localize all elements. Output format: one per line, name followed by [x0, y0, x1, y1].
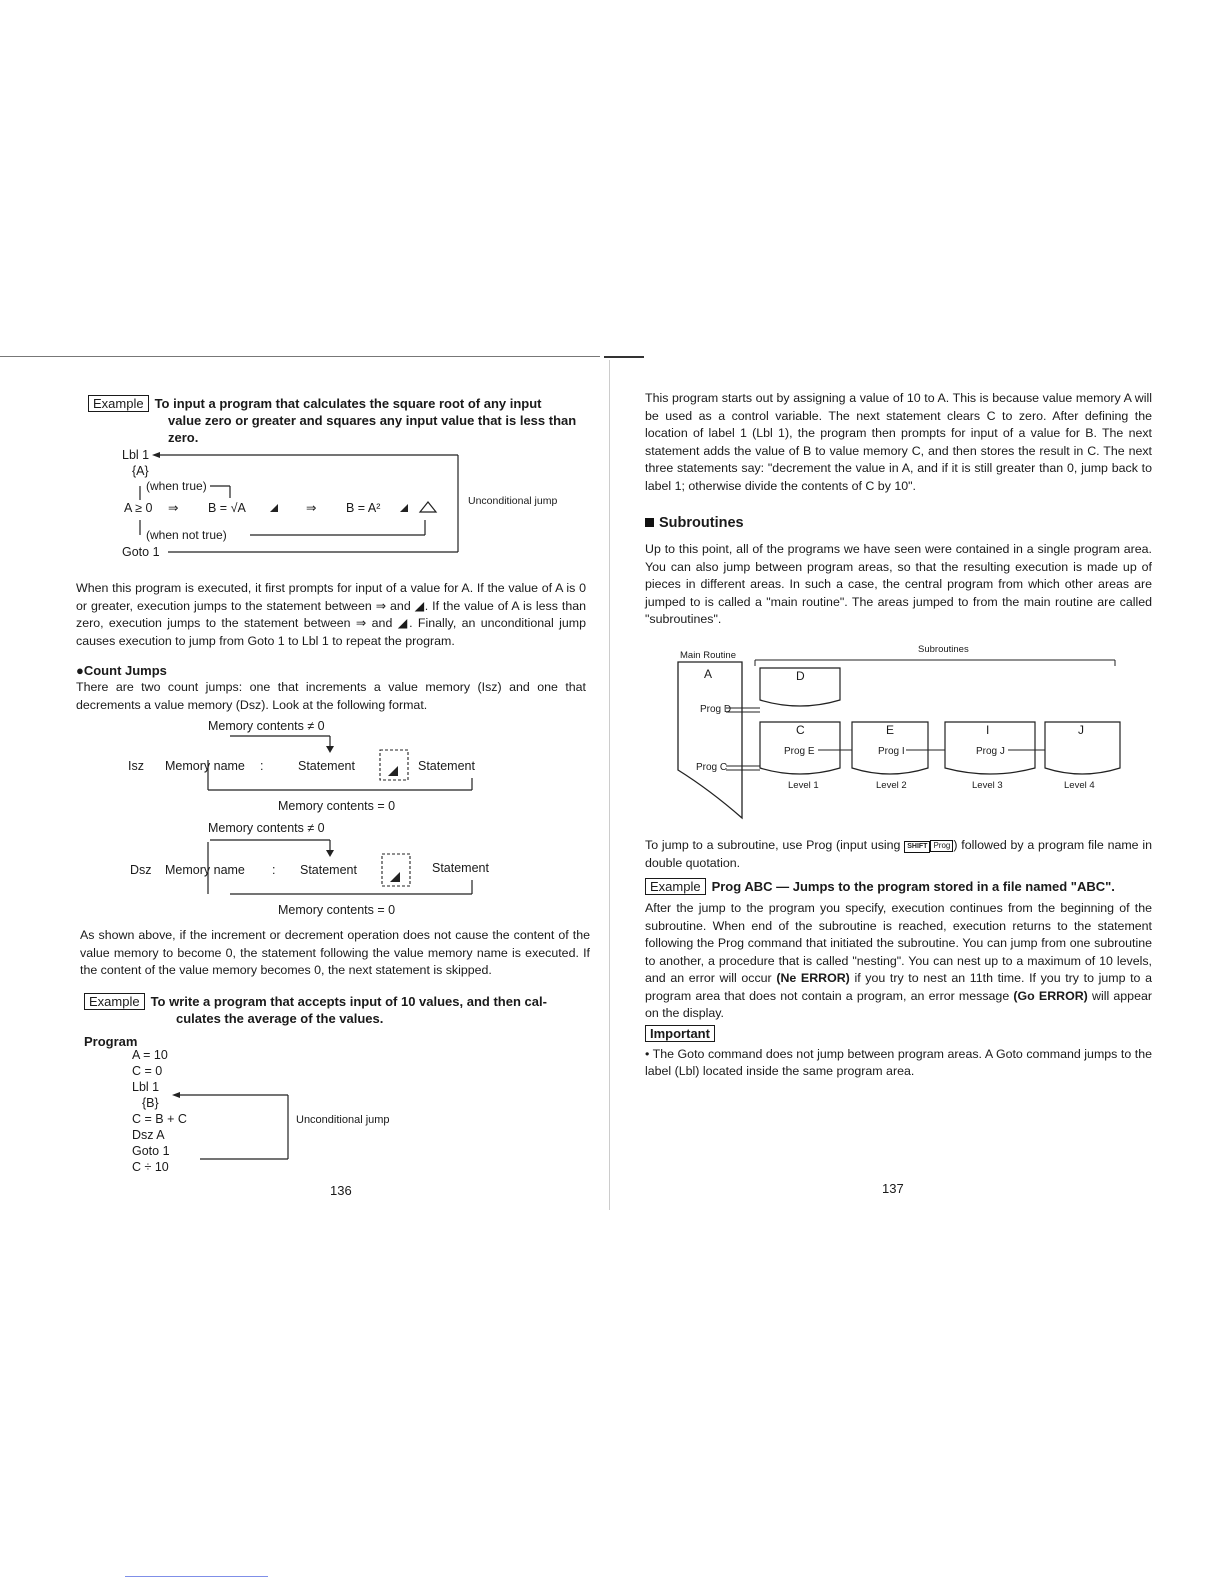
isz-stmt2: Statement — [418, 759, 475, 773]
page-top-rule-left — [0, 356, 600, 357]
diag-level2: Level 2 — [876, 780, 907, 791]
disp-triangle-1 — [270, 504, 278, 512]
count-jumps-para2: As shown above, if the increment or decrement operation does not cause the content of the value memory to become 0, the statement following the value memory name is executed. If the content of the value memory becomes 0, the next statement is skipped. — [80, 928, 590, 977]
disp-triangle-outline — [420, 502, 436, 512]
subroutines-para: Up to this point, all of the programs we have seen were contained in a single program area. You can also jump between program areas, so that the resulting execution is made up of pieces in different areas. In such a case, the central program from which other areas are jumped to is called a "main routine". The areas jumped to from the main routine are called "subroutines". — [645, 542, 1152, 626]
example2-jump-arrow — [160, 1087, 300, 1167]
subroutine-jump-para: To jump to a subroutine, use Prog (input using SHIFT Prog ) followed by a program file name in double quotation. — [645, 838, 1152, 870]
important-box — [645, 1025, 715, 1042]
diag-prog-j: Prog J — [976, 746, 1005, 757]
disp-triangle-2 — [400, 504, 408, 512]
gutter-rule — [609, 360, 610, 1210]
diag1-expr1: B = √A — [208, 501, 246, 515]
shift-key-icon: SHIFT — [904, 841, 930, 853]
diag1-goto: Goto 1 — [122, 545, 160, 559]
diag-D: D — [796, 669, 805, 683]
prog-line: C ÷ 10 — [132, 1160, 169, 1174]
diag-prog-c: Prog C — [696, 762, 728, 773]
isz-stmt1: Statement — [298, 759, 355, 773]
diag1-arrow: ⇒ — [168, 501, 179, 515]
dsz-colon: : — [272, 863, 276, 877]
example3-label: Example — [645, 878, 706, 895]
diag1-lbl: Lbl 1 — [122, 448, 150, 462]
diag1-expr2: B = A² — [346, 501, 381, 515]
diag-prog-e: Prog E — [784, 746, 815, 757]
important-label: Important — [645, 1025, 715, 1042]
dsz-diagram — [110, 820, 580, 920]
example1-label: Example — [88, 395, 149, 412]
example2-uncond: Unconditional jump — [296, 1114, 390, 1126]
diag-prog-d: Prog D — [700, 704, 732, 715]
diag1-cond: A ≥ 0 — [124, 501, 153, 515]
prog-line: Dsz A — [132, 1128, 165, 1142]
prog-line: C = B + C — [132, 1112, 187, 1126]
right-top-para: This program starts out by assigning a value of 10 to A. This is because value memory A will be used as a control variable. The next statement clears C to zero. After defining the location of label 1 (Lbl 1), the program then prompts for input of a value for B. The next statement adds the value of B to value memory C, and then stores the result in C. The next three statements say: "decrement the value in A, and if it is still greater than 0, jump back to label 1; otherwise divide the contents of C by 10". — [645, 391, 1152, 493]
prog-line: Lbl 1 — [132, 1080, 160, 1094]
example1-explanation: When this program is executed, it first prompts for input of a value for A. If the value of A is 0 or greater, execution jumps to the statement between ⇒ and ◢. If the value of A is less than zero, execution jumps to the statement between ⇒ and ◢. Finally, an unconditional jump causes execution to jump from Goto 1 to Lbl 1 to repeat the program. — [76, 581, 586, 648]
diag-level3: Level 3 — [972, 780, 1003, 791]
program-label: Program — [84, 1034, 138, 1049]
example2-label: Example — [84, 993, 145, 1010]
isz-top-label: Memory contents ≠ 0 — [208, 719, 325, 733]
example1-title: Example To input a program that calculates the square root of any input value zero or greater and squares any input value that is less than zero. — [88, 395, 588, 446]
dsz-mem: Memory name — [165, 863, 245, 877]
dsz-cmd: Dsz — [130, 863, 152, 877]
diag1-when-not-true: (when not true) — [146, 528, 227, 542]
dsz-stmt1: Statement — [300, 863, 357, 877]
prog-line: {B} — [142, 1096, 159, 1110]
diag-level1: Level 1 — [788, 780, 819, 791]
page-number-left: 136 — [330, 1183, 352, 1198]
prog-line: C = 0 — [132, 1064, 163, 1078]
important-bullet: • The Goto command does not jump between program areas. A Goto command jumps to the label (Lbl) located inside the same program area. — [645, 1047, 1152, 1078]
isz-cmd: Isz — [128, 759, 144, 773]
diag1-var: {A} — [132, 464, 149, 478]
diag-prog-i: Prog I — [878, 746, 905, 757]
page-top-rule-right — [604, 356, 644, 358]
bottom-link-rule — [125, 1576, 268, 1577]
subroutines-label: Subroutines — [918, 644, 969, 655]
dsz-stmt2: Statement — [432, 861, 489, 875]
square-bullet-icon — [645, 518, 654, 527]
isz-mem: Memory name — [165, 759, 245, 773]
diag-J: J — [1078, 723, 1084, 737]
subroutines-diagram — [660, 640, 1140, 820]
diag-A: A — [704, 667, 713, 681]
dsz-top-label: Memory contents ≠ 0 — [208, 821, 325, 835]
count-jumps-heading: ●Count Jumps — [76, 663, 167, 678]
isz-bottom-label: Memory contents = 0 — [278, 799, 396, 813]
example3-para: After the jump to the program you specify, execution continues from the beginning of the subroutine. When end of the subroutine is reached, execution returns to the statement following the Prog command that initiated the subroutine. You can jump from one subroutine to another, a procedure that is called "nesting". You can nest up to a maximum of 10 levels, and an error will occur (Ne ERROR) if you try to nest an 11th time. If you try to jump to a program area that does not contain a program, an error message (Go ERROR) will appear on the display. — [645, 901, 1152, 1020]
page-number-right: 137 — [882, 1181, 904, 1196]
isz-colon: : — [260, 759, 264, 773]
diag1-sep: ⇒ — [306, 501, 317, 515]
subroutines-heading: Subroutines — [645, 514, 744, 532]
diag-C: C — [796, 723, 805, 737]
diag-level4: Level 4 — [1064, 780, 1095, 791]
example3-title: Example Prog ABC — Jumps to the program stored in a file named "ABC". — [645, 878, 1155, 895]
dsz-bottom-label: Memory contents = 0 — [278, 903, 396, 917]
diag-E: E — [886, 723, 895, 737]
diag-I: I — [986, 723, 990, 737]
main-routine-label: Main Routine — [680, 650, 736, 661]
example1-diagram — [110, 440, 580, 580]
isz-diagram — [110, 718, 580, 818]
example2-title: Example To write a program that accepts input of 10 values, and then cal- culates the average of the values. — [84, 993, 594, 1027]
prog-key-icon: Prog — [930, 840, 953, 852]
count-jumps-para: There are two count jumps: one that increments a value memory (Isz) and one that decrements a value memory (Dsz). Look at the following format. — [76, 680, 586, 712]
prog-line: A = 10 — [132, 1048, 168, 1062]
diag1-when-true: (when true) — [146, 479, 207, 493]
prog-line: Goto 1 — [132, 1144, 170, 1158]
diag1-uncond: Unconditional jump — [468, 495, 558, 507]
